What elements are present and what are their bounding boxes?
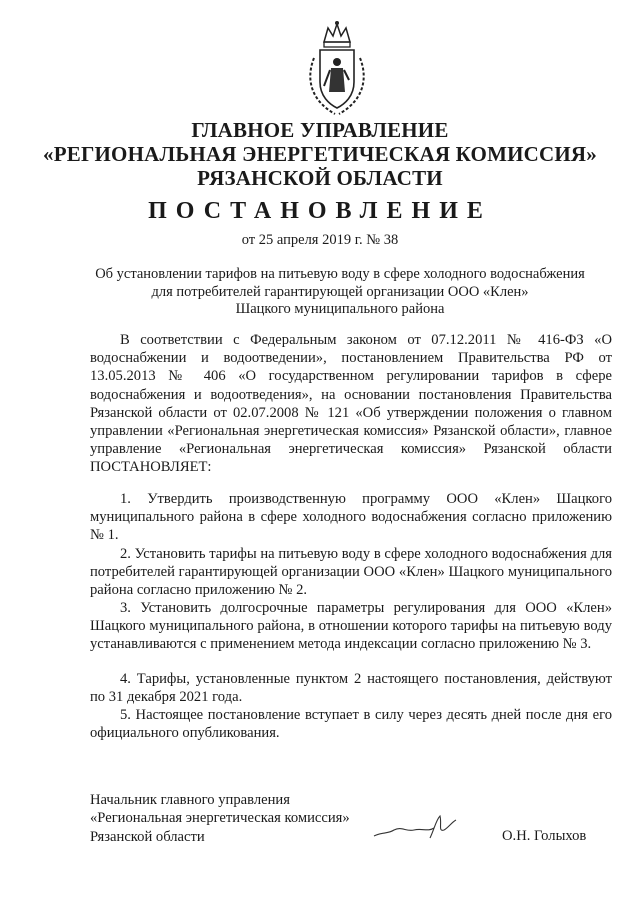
signatory-name: О.Н. Голыхов <box>502 828 587 844</box>
list-item-3: 3. Установить долгосрочные параметры регулирования для ООО «Клен» Шацкого муниципального района, в отношении которого тарифы на питьевую воду устанавливаются с применением метода индексации согласно приложению № 3. <box>90 600 612 653</box>
document-type: ПОСТАНОВЛЕНИЕ <box>148 198 492 224</box>
intro-paragraph: В соответствии с Федеральным законом от 07.12.2011 № 416-ФЗ «О водоснабжении и водоотведении», постановлением Правительства РФ от 13.05.2013 № 406 «О государственном регулировании тарифов в сфере водоснабжения и водоотведения», на основании постановления Правительства Рязанской области от 02.07.2008 № 121 «Об утверждении положения о главном управлении «Региональная энергетическая комиссия» Рязанской области», главное управление «Региональная энергетическая комиссия» Рязанской области ПОСТАНОВЛЯЕТ: <box>90 332 612 476</box>
coat-of-arms-icon <box>300 20 374 118</box>
subject-line-2: для потребителей гарантирующей организации ООО «Клен» <box>151 283 529 300</box>
list-item-5: 5. Настоящее постановление вступает в силу через десять дней после дня его официального опубликования. <box>90 707 612 742</box>
header-line-3: РЯЗАНСКОЙ ОБЛАСТИ <box>197 166 443 190</box>
signatory-line-1: Начальник главного управления <box>90 792 290 808</box>
signatory-line-2: «Региональная энергетическая комиссия» <box>90 810 350 827</box>
subject-line-1: Об установлении тарифов на питьевую воду в сфере холодного водоснабжения <box>95 266 585 282</box>
signatory-title <box>90 791 350 846</box>
document-subject <box>70 266 610 319</box>
signatory-line-3: Рязанской области <box>90 828 205 845</box>
document-date-number: от 25 апреля 2019 г. № 38 <box>241 232 399 248</box>
list-item-2: 2. Установить тарифы на питьевую воду в сфере холодного водоснабжения для потребителей гарантирующей организации ООО «Клен» Шацкого муниципального района согласно приложению № 2. <box>90 546 612 599</box>
header-line-1: ГЛАВНОЕ УПРАВЛЕНИЕ <box>191 118 449 142</box>
list-item-1: 1. Утвердить производственную программу ООО «Клен» Шацкого муниципального района в сфере холодного водоснабжения согласно приложению № 1. <box>90 491 612 544</box>
subject-line-3: Шацкого муниципального района <box>235 301 445 317</box>
list-item-4: 4. Тарифы, установленные пунктом 2 настоящего постановления, действуют по 31 декабря 2021 года. <box>90 671 612 706</box>
handwritten-signature <box>372 810 458 846</box>
header-line-2: «РЕГИОНАЛЬНАЯ ЭНЕРГЕТИЧЕСКАЯ КОМИССИЯ» <box>43 142 597 166</box>
